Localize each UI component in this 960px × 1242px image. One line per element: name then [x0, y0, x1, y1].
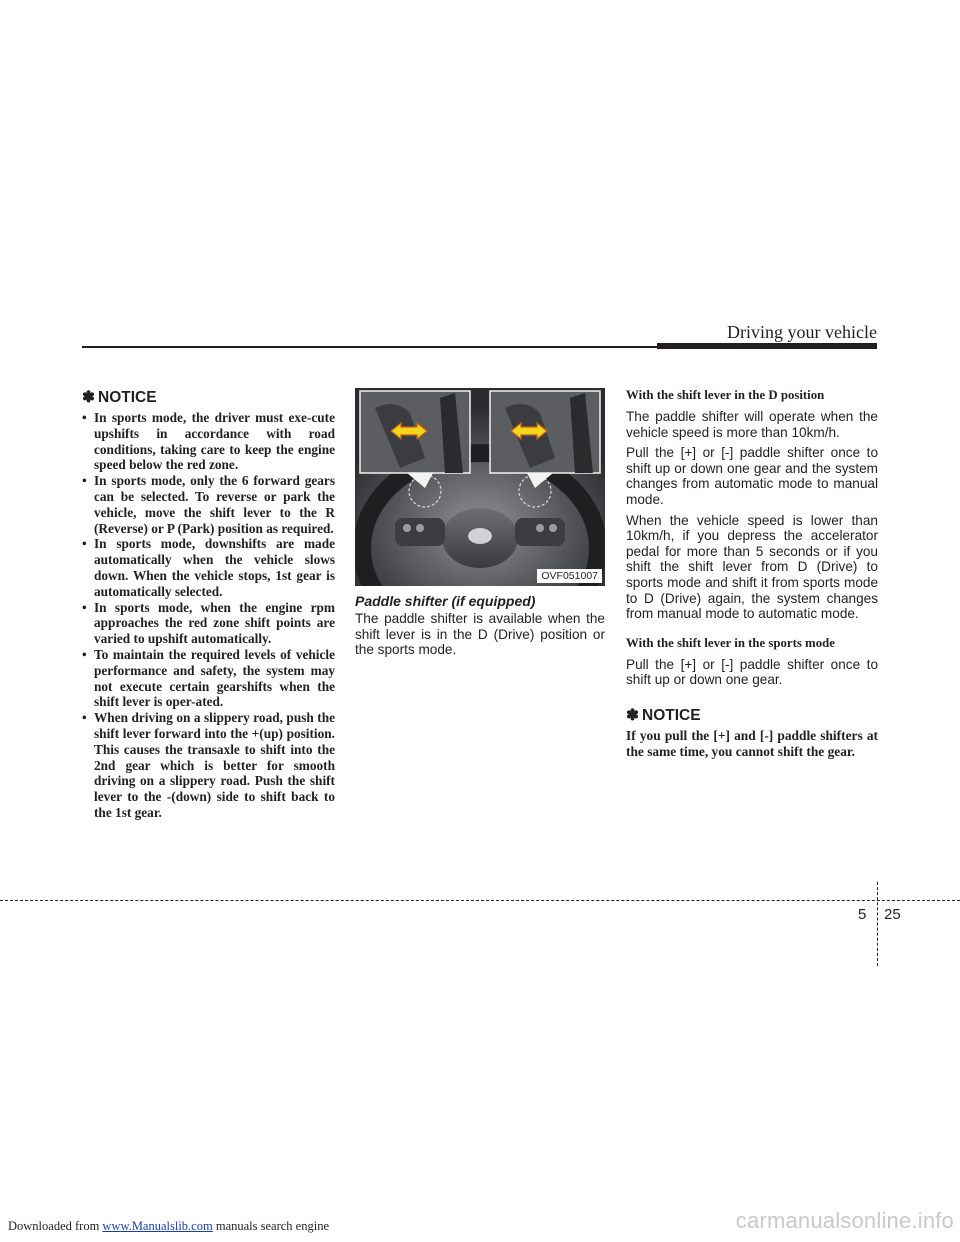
paddle-shifter-figure	[355, 388, 605, 586]
figure-code: OVF051007	[537, 569, 602, 583]
notice-heading	[82, 388, 335, 407]
footer-dashed-rule	[0, 900, 960, 901]
d-position-para-2: Pull the [+] or [-] paddle shifter once to shift up or down one gear and the system changes from automatic mode to manual mode.	[626, 445, 878, 507]
figure-caption: Paddle shifter (if equipped)	[355, 593, 536, 609]
download-prefix: Downloaded from	[8, 1219, 103, 1233]
header-bar	[657, 343, 877, 349]
notice-bullet: • In sports mode, the driver must exe-cute upshifts in accordance with road conditions, taking care to keep the engine speed below the red zone.	[82, 410, 335, 473]
notice-bullet: • When driving on a slippery road, push the shift lever forward into the +(up) position. This causes the transaxle to shift into the 2nd gear which is better for smooth driving on a slippery road. Push the shift lever to the -(down) side to shift back to the 1st gear.	[82, 710, 335, 821]
d-position-para-1: The paddle shifter will operate when the vehicle speed is more than 10km/h.	[626, 409, 878, 440]
notice-2-star-icon: ✽	[626, 706, 639, 724]
notice-title: NOTICE	[98, 389, 157, 406]
notice-bullet-list	[82, 410, 335, 821]
d-position-heading: With the shift lever in the D position	[626, 388, 825, 402]
notice-2-heading	[626, 706, 878, 725]
manualslib-link[interactable]: www.Manualslib.com	[102, 1219, 213, 1233]
download-suffix: manuals search engine	[212, 1219, 329, 1233]
footer-vertical-dashed-rule	[877, 882, 878, 966]
paddle-description: The paddle shifter is available when the shift lever is in the D (Drive) position or the sports mode.	[355, 611, 605, 658]
download-notice	[8, 1219, 329, 1234]
notice-bullet: • To maintain the required levels of vehicle performance and safety, the system may not execute certain gearshifts when the shift lever is oper-ated.	[82, 647, 335, 710]
sports-mode-para: Pull the [+] or [-] paddle shifter once to shift up or down one gear.	[626, 656, 878, 688]
notice-2-title: NOTICE	[642, 706, 701, 724]
page-header-title: Driving your vehicle	[727, 322, 877, 342]
notice-bullet: • In sports mode, downshifts are made automatically when the vehicle slows down. When the vehicle stops, 1st gear is automatically selected.	[82, 536, 335, 599]
section-number: 5	[858, 906, 867, 923]
d-position-para-3: When the vehicle speed is lower than 10km/h, if you depress the accelerator pedal for more than 5 seconds or if you shift the shift lever from D (Drive) to sports mode and shift it from sports mode to D (Drive) again, the system changes from manual mode to automatic mode.	[626, 512, 878, 622]
notice-2-text: If you pull the [+] and [-] paddle shifters at the same time, you cannot shift the gear.	[626, 727, 878, 759]
notice-box	[82, 388, 335, 821]
page-number: 25	[884, 906, 901, 923]
watermark: carmanualsonline.info	[735, 1208, 954, 1233]
notice-bullet: • In sports mode, when the engine rpm approaches the red zone shift points are varied to upshift automatically.	[82, 600, 335, 647]
notice-star-icon: ✽	[82, 389, 95, 406]
steering-wheel-illustration	[355, 388, 605, 586]
sports-mode-heading: With the shift lever in the sports mode	[626, 635, 835, 650]
right-column	[626, 388, 878, 760]
notice-bullet: • In sports mode, only the 6 forward gears can be selected. To reverse or park the vehicle, move the shift lever to the R (Reverse) or P (Park) position as required.	[82, 473, 335, 536]
